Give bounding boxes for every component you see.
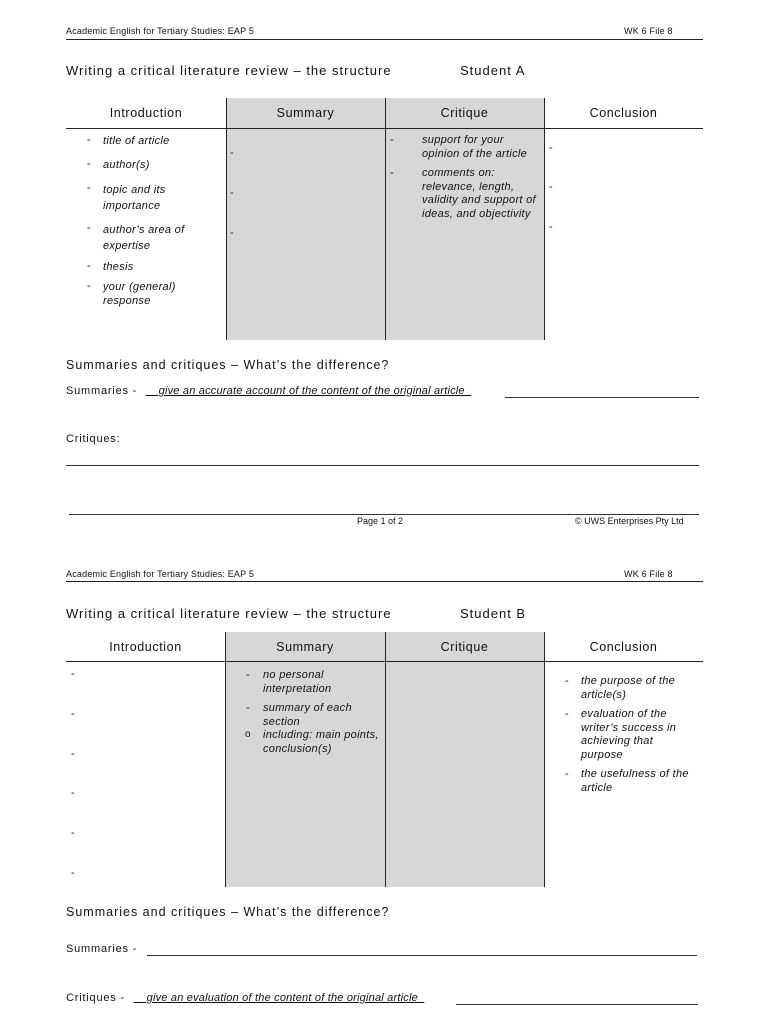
copyright-icon: © — [575, 516, 582, 526]
student-label: Student B — [460, 606, 527, 621]
page-number: Page 1 of 2 — [357, 516, 404, 526]
bullet-dash: - — [87, 280, 91, 292]
bullet-dash: - — [87, 158, 91, 170]
summaries-answer: __give an accurate account of the content of the original article_ — [146, 385, 472, 397]
list-item: the purpose of the article(s) — [581, 675, 676, 701]
bullet-dash: - — [71, 787, 75, 799]
bullet-dash: - — [87, 182, 91, 194]
list-item: summary of each section — [263, 702, 352, 728]
bullet-dash: - — [230, 187, 234, 199]
summaries-label: Summaries - — [66, 943, 138, 955]
list-item: author(s) — [103, 159, 150, 171]
bullet-dash: - — [71, 668, 75, 680]
header-title: Academic English for Tertiary Studies: EAP 5 — [66, 569, 255, 579]
column-header-critique: Critique — [440, 640, 489, 654]
circle-bullet-icon: o — [245, 729, 251, 740]
header-title: Academic English for Tertiary Studies: EAP 5 — [66, 26, 255, 36]
column-divider — [226, 98, 227, 340]
list-item: thesis — [103, 261, 134, 273]
list-item: your (general) response — [103, 281, 176, 307]
bullet-dash: - — [565, 708, 569, 720]
list-item: title of article — [103, 135, 170, 147]
column-header-introduction: Introduction — [109, 106, 183, 120]
bullet-dash: - — [71, 708, 75, 720]
bullet-dash: - — [71, 827, 75, 839]
column-header-summary: Summary — [276, 640, 334, 654]
list-item: comments on: relevance, length, validity and support of ideas, and objectivity — [422, 167, 536, 220]
column-divider — [544, 632, 545, 887]
answer-blank-line — [66, 465, 699, 466]
section-heading: Summaries and critiques – What’s the difference? — [66, 905, 390, 919]
list-item: author’s area of expertise — [103, 224, 185, 252]
page-title: Writing a critical literature review – the structure — [66, 63, 392, 78]
critiques-label: Critiques - — [66, 992, 125, 1004]
answer-blank-line — [505, 397, 699, 398]
list-item: no personal interpretation — [263, 669, 332, 695]
table-header-rule — [66, 661, 703, 662]
header-rule — [66, 581, 703, 582]
summaries-label: Summaries - — [66, 385, 138, 397]
bullet-dash: - — [549, 142, 553, 154]
student-label: Student A — [460, 63, 526, 78]
column-divider — [225, 632, 226, 887]
bullet-dash: - — [87, 260, 91, 272]
answer-blank-line — [69, 514, 699, 515]
critiques-label: Critiques: — [66, 433, 121, 445]
list-item: support for your opinion of the article — [422, 134, 528, 160]
header-rule — [66, 39, 703, 40]
header-file-ref: WK 6 File 8 — [624, 26, 673, 36]
bullet-dash: - — [246, 669, 250, 681]
list-item: topic and its importance — [103, 184, 166, 212]
bullet-dash: - — [565, 768, 569, 780]
bullet-dash: - — [230, 147, 234, 159]
critiques-answer: __give an evaluation of the content of the original article_ — [134, 992, 425, 1004]
column-header-critique: Critique — [440, 106, 489, 120]
list-item: evaluation of the writer’s success in achieving that purpose — [581, 708, 677, 761]
table-header-rule — [66, 128, 703, 129]
bullet-dash: - — [549, 221, 553, 233]
section-heading: Summaries and critiques – What’s the difference? — [66, 358, 390, 372]
bullet-dash: - — [87, 134, 91, 146]
bullet-dash: - — [246, 702, 250, 714]
bullet-dash: - — [87, 222, 91, 234]
column-divider — [385, 632, 386, 887]
column-header-conclusion: Conclusion — [589, 106, 658, 120]
bullet-dash: - — [71, 867, 75, 879]
column-divider — [544, 98, 545, 340]
footer-copyright: © UWS Enterprises Pty Ltd — [575, 516, 684, 526]
column-header-conclusion: Conclusion — [589, 640, 658, 654]
column-header-summary: Summary — [276, 106, 335, 120]
bullet-dash: - — [390, 167, 394, 179]
list-item: including: main points, conclusion(s) — [263, 729, 379, 755]
list-item: the usefulness of the article — [581, 768, 689, 794]
bullet-dash: - — [71, 748, 75, 760]
bullet-dash: - — [390, 134, 394, 146]
header-file-ref: WK 6 File 8 — [624, 569, 673, 579]
answer-blank-line — [147, 955, 697, 956]
column-divider — [385, 98, 386, 340]
bullet-dash: - — [549, 181, 553, 193]
bullet-dash: - — [565, 675, 569, 687]
column-header-introduction: Introduction — [109, 640, 182, 654]
bullet-dash: - — [230, 227, 234, 239]
page-title: Writing a critical literature review – the structure — [66, 606, 392, 621]
answer-blank-line — [456, 1004, 698, 1005]
